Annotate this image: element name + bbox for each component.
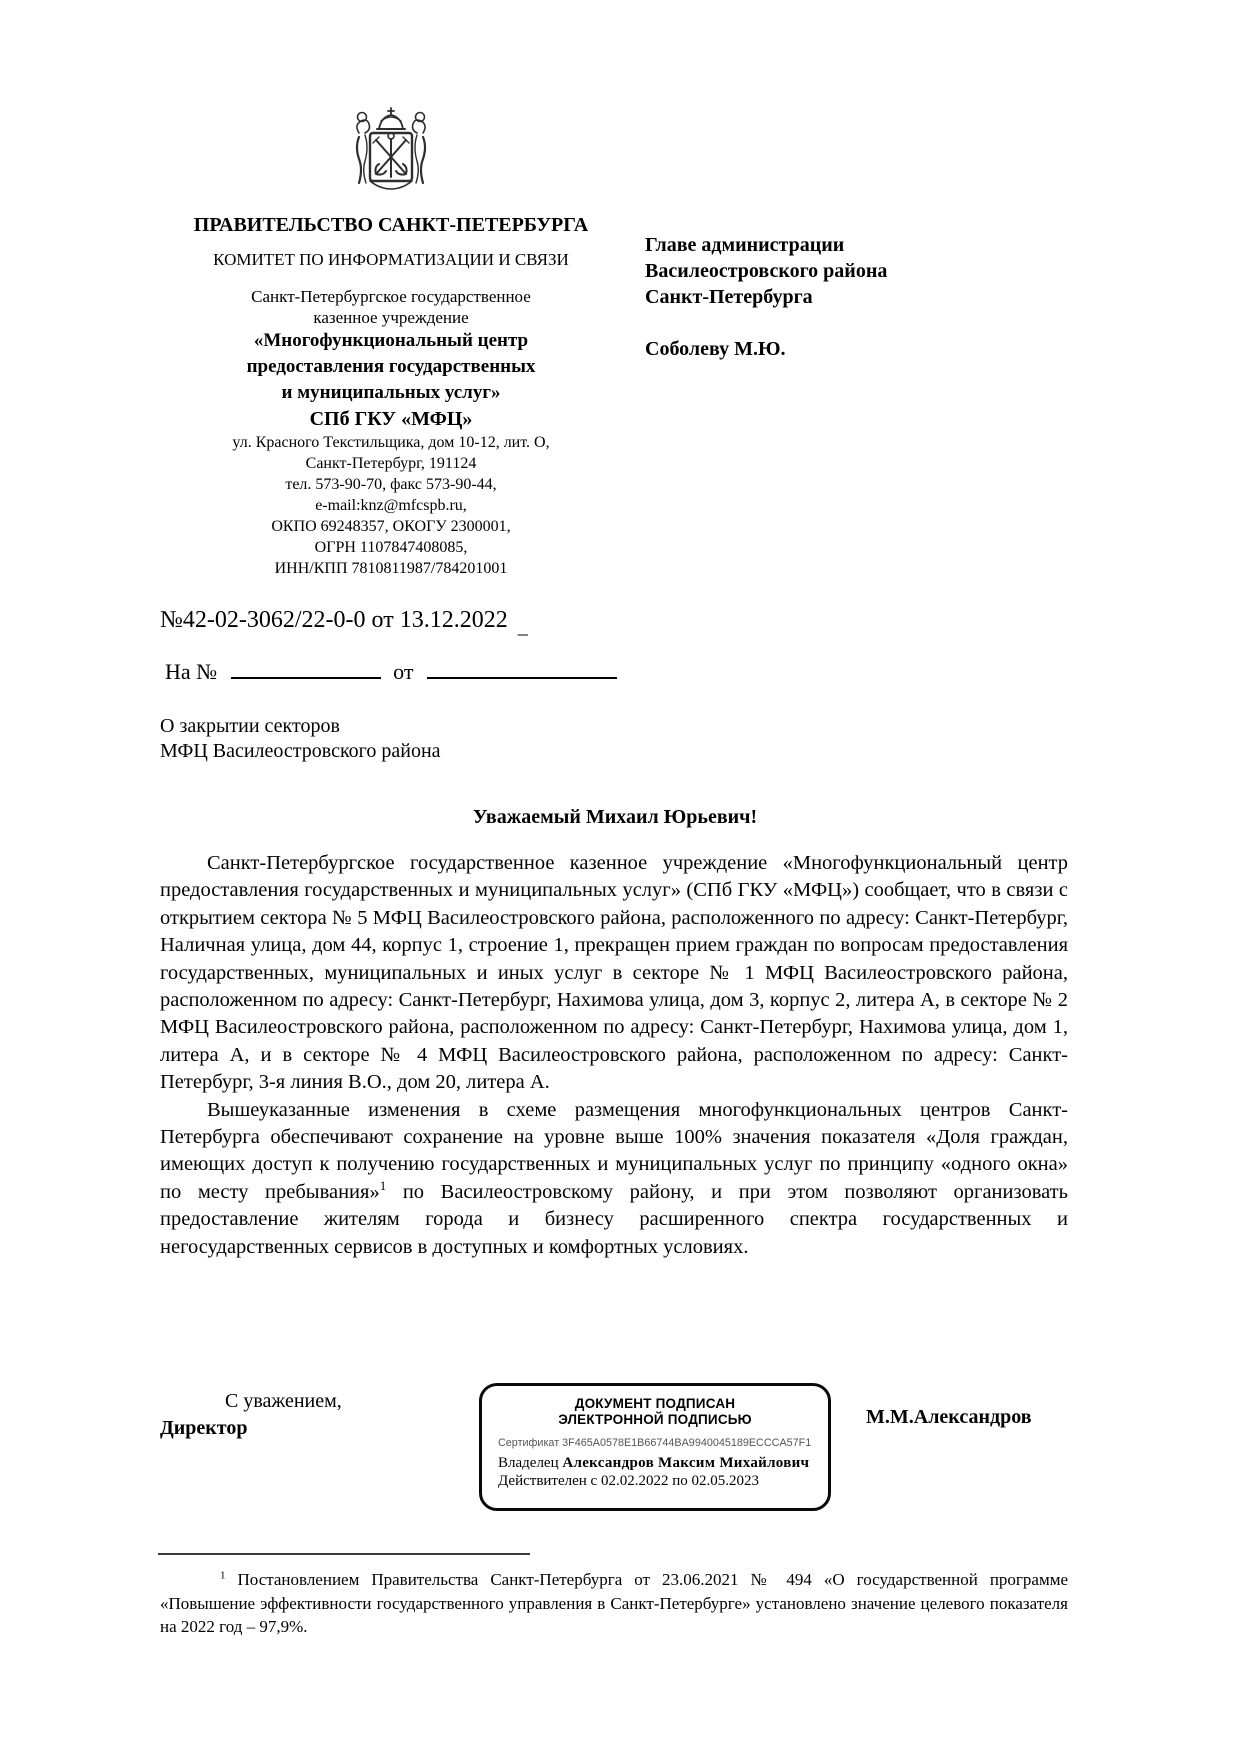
reply-prefix: На № [165, 659, 218, 684]
contact-line-okpo: ОКПО 69248357, ОКОГУ 2300001, [271, 518, 511, 535]
footnote-block [160, 1568, 1068, 1639]
contact-line-city: Санкт-Петербург, 191124 [305, 455, 477, 472]
footnote-text: Постановлением Правительства Санкт-Петербурга от 23.06.2021 № 494 «О государственной программе «Повышение эффективности государственного управления в Санкт-Петербурге» установлено значение целевого показателя на 2022 год – 97,9%. [160, 1570, 1069, 1636]
org-type-line: казенное учреждение [313, 308, 469, 327]
addressee-name: Соболеву М.Ю. [645, 338, 786, 360]
contact-line-address: ул. Красного Текстильщика, дом 10-12, лит. О, [232, 434, 550, 451]
contact-line-inn: ИНН/КПП 7810811987/784201001 [274, 560, 508, 577]
addressee-block [645, 232, 975, 362]
signer-title: Директор [160, 1417, 248, 1439]
outgoing-number: №42-02-3062/22-0-0 от 13.12.2022 [160, 607, 508, 633]
owner-label: Владелец [498, 1455, 559, 1471]
body-paragraph-1 [160, 850, 1068, 1097]
body-paragraph-1-text: Санкт-Петербургское государственное казенное учреждение «Многофункциональный центр предоставления государственных и муниципальных услуг» (СПб ГКУ «МФЦ») сообщает, что в связи с открытием сектора № 5 МФЦ Василеостровского района, расположенного по адресу: Санкт-Петербург, Наличная улица, дом 44, корпус 1, строение 1, прекращен прием граждан по вопросам предоставления государственных, муниципальных и иных услуг в секторе № 1 МФЦ Василеостровского района, расположенном по адресу: Санкт-Петербург, Нахимова улица, дом 3, корпус 2, литера А, в секторе № 2 МФЦ Василеостровского района, расположенном по адресу: Санкт-Петербург, Нахимова улица, дом 1, литера А, и в секторе № 4 МФЦ Василеостровского района, расположенном по адресу: Санкт-Петербург, 3-я линия В.О., дом 20, литера А. [160, 852, 1068, 1094]
owner-name: Александров Максим Михайлович [562, 1455, 810, 1471]
org-short-name: СПб ГКУ «МФЦ» [309, 408, 473, 430]
reply-reference-line [165, 655, 617, 687]
reply-number-blank [231, 655, 381, 679]
reply-separator: от [393, 659, 414, 684]
government-title: ПРАВИТЕЛЬСТВО САНКТ-ПЕТЕРБУРГА [193, 214, 589, 236]
addressee-line: Василеостровского района [645, 260, 888, 282]
contact-line-email: e-mail:knz@mfcspb.ru, [315, 497, 467, 514]
body-paragraph-2-text: Вышеуказанные изменения в схеме размещения многофункциональных центров Санкт-Петербурга обеспечивают сохранение на уровне выше 100% значения показателя «Доля граждан, имеющих доступ к получению государственных и муниципальных услуг по принципу «одного окна» по месту пребывания» [160, 1098, 1068, 1203]
electronic-signature-stamp [479, 1383, 831, 1511]
subject-block [160, 714, 660, 764]
certificate-label: Сертификат [498, 1437, 560, 1449]
footnote-divider [158, 1553, 530, 1555]
stamp-title [498, 1396, 812, 1428]
footnote-number: 1 [220, 1569, 226, 1582]
stamp-title-line: ЭЛЕКТРОННОЙ ПОДПИСЬЮ [558, 1412, 752, 1427]
body-paragraph-2 [160, 1097, 1068, 1261]
reply-date-blank [427, 655, 617, 679]
certificate-value: 3F465A0578E1B66744BA9940045189ECCCA57F1 [562, 1437, 812, 1449]
stamp-validity-line: Действителен с 02.02.2022 по 02.05.2023 [498, 1473, 759, 1489]
addressee-line: Главе администрации [645, 234, 845, 256]
committee-title: КОМИТЕТ ПО ИНФОРМАТИЗАЦИИ И СВЯЗИ [213, 250, 569, 269]
signature-block [160, 1388, 460, 1442]
stamp-certificate-line [498, 1437, 812, 1449]
org-name-line: «Многофункциональный центр [253, 330, 529, 351]
footnote-reference-mark: 1 [379, 1178, 387, 1194]
letterhead [145, 103, 637, 579]
stamp-title-line: ДОКУМЕНТ ПОДПИСАН [574, 1396, 736, 1411]
coat-of-arms-icon [345, 103, 437, 205]
footnote-text-paragraph [160, 1568, 1068, 1639]
addressee-line: Санкт-Петербурга [645, 286, 813, 308]
contact-line-phone: тел. 573-90-70, факс 573-90-44, [285, 476, 497, 493]
signer-name: М.М.Александров [866, 1406, 1032, 1428]
signature-closing: С уважением, [225, 1390, 342, 1412]
subject-line: О закрытии секторов [160, 715, 340, 737]
org-type-line: Санкт-Петербургское государственное [251, 287, 531, 306]
outgoing-number-line [160, 605, 528, 642]
subject-line: МФЦ Василеостровского района [160, 740, 441, 762]
body-paragraph-2-text-cont: по Василеостровскому району, и при этом позволяют организовать предоставление жителям города и бизнесу расширенного спектра государственных и негосударственных сервисов в доступных и комфортных условиях. [160, 1180, 1068, 1258]
org-name-line: и муниципальных услуг» [281, 382, 501, 403]
contact-line-ogrn: ОГРН 1107847408085, [314, 539, 468, 556]
trailing-mark: _ [517, 616, 528, 638]
org-name-line: предоставления государственных [246, 356, 536, 377]
stamp-owner-line [498, 1454, 812, 1472]
greeting: Уважаемый Михаил Юрьевич! [472, 806, 758, 828]
letter-body [160, 850, 1068, 1261]
